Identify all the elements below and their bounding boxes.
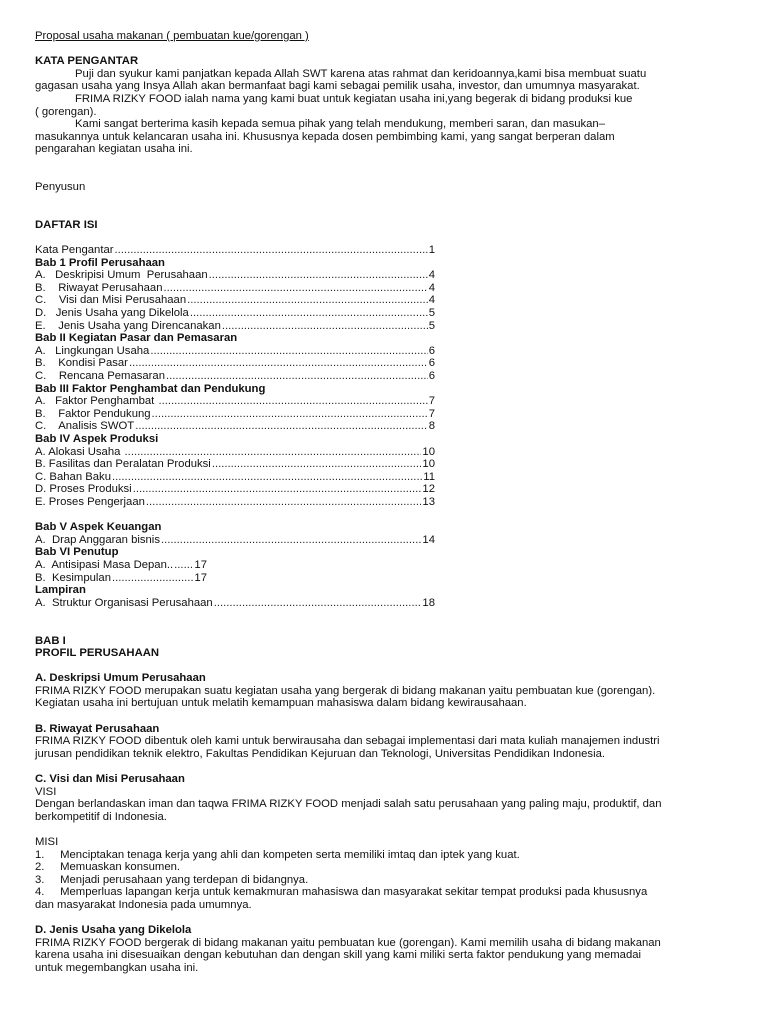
section-c-heading: C. Visi dan Misi Perusahaan <box>35 773 185 786</box>
misi-item: 3. Menjadi perusahaan yang terdepan di bidangnya. <box>35 873 309 886</box>
toc-page-number: 4 <box>428 294 435 307</box>
toc-entry <box>35 357 435 370</box>
text-line: karena usaha ini disesuaikan dengan kebutuhan dan dengan skill yang kami miliki serta faktor pendukung yang memadai <box>35 949 642 962</box>
toc-dot-leader <box>129 357 428 370</box>
toc-entry <box>35 597 435 610</box>
misi-label: MISI <box>35 836 59 848</box>
visi-label: VISI <box>35 785 57 798</box>
toc-entry <box>35 483 435 496</box>
toc-page-number: 5 <box>428 319 435 332</box>
toc-dot-leader <box>174 559 193 572</box>
text-line: Puji dan syukur kami panjatkan kepada Allah SWT karena atas rahmat dan keridoannya,kami bisa membuat suatu <box>75 67 647 80</box>
toc-page-number: 11 <box>423 470 435 483</box>
toc-page-number: 7 <box>428 395 435 408</box>
toc-page-number: 18 <box>422 596 435 609</box>
toc-page-number: 17 <box>194 558 207 571</box>
text-line: berkompetitif di Indonesia. <box>35 810 167 823</box>
toc-dot-leader <box>146 496 422 509</box>
kata-pengantar-paragraph-1 <box>35 68 735 93</box>
toc-spacer <box>35 509 735 522</box>
toc-entry-label: B. Kondisi Pasar <box>35 357 128 370</box>
toc-dot-leader <box>135 420 428 433</box>
toc-chapter-heading: Bab III Faktor Penghambat dan Pendukung <box>35 382 266 395</box>
text-line: masukannya untuk kelancaran usaha ini. Khususnya kepada dosen pembimbing kami, yang sangat berperan dalam <box>35 130 615 143</box>
kata-pengantar-paragraph-3 <box>35 118 735 156</box>
toc-dot-leader <box>152 408 428 421</box>
text-line: FRIMA RIZKY FOOD ialah nama yang kami buat untuk kegiatan usaha ini,yang begerak di bidang produksi kue <box>75 92 633 105</box>
text-line: dan masyarakat Indonesia pada umumnya. <box>35 898 252 911</box>
toc-entry-label: C. Rencana Pemasaran <box>35 370 165 383</box>
toc-entry-label: A. Struktur Organisasi Perusahaan <box>35 596 213 609</box>
toc-dot-leader <box>158 395 427 408</box>
toc-chapter-heading: Bab VI Penutup <box>35 546 119 559</box>
section-d-heading: D. Jenis Usaha yang Dikelola <box>35 924 192 937</box>
toc-entry-label: A. Faktor Penghambat <box>35 395 158 408</box>
toc-page-number: 10 <box>422 445 435 458</box>
text-line: Kegiatan usaha ini bertujuan untuk melatih kemampuan mahasiswa dalam bidang kewirausahaan. <box>35 697 527 710</box>
kata-pengantar-heading: KATA PENGANTAR <box>35 55 139 68</box>
toc-entry <box>35 370 435 383</box>
bab-1-heading: BAB I <box>35 634 66 647</box>
toc-entry-label: A. Drap Anggaran bisnis <box>35 533 160 546</box>
toc-dot-leader <box>190 307 428 320</box>
toc-page-number: 6 <box>428 344 435 357</box>
toc-entry <box>35 320 435 333</box>
table-of-contents <box>35 244 735 609</box>
misi-item: 2. Memuaskan konsumen. <box>35 861 181 874</box>
toc-entry <box>35 496 435 509</box>
toc-dot-leader <box>212 458 422 471</box>
document-body <box>35 30 735 975</box>
toc-entry-label: A. Antisipasi Masa Depan.. <box>35 558 174 571</box>
text-line: FRIMA RIZKY FOOD merupakan suatu kegiatan usaha yang bergerak di bidang makanan yaitu pembuatan kue (gorengan). <box>35 684 656 697</box>
toc-dot-leader <box>209 269 428 282</box>
toc-page-number: 1 <box>428 244 435 257</box>
toc-entry-label: A. Deskripisi Umum Perusahaan <box>35 269 208 282</box>
toc-page-number: 10 <box>422 458 435 471</box>
misi-item: 4. Memperluas lapangan kerja untuk kemakmuran mahasiswa dan masyarakat sekitar tempat produksi pada khususnya <box>35 886 648 899</box>
text-line: jurusan pendidikan teknik elektro, Fakultas Pendidikan Kejuruan dan Teknologi, Universitas Pendidikan Indonesia. <box>35 747 606 760</box>
section-b-heading: B. Riwayat Perusahaan <box>35 722 160 735</box>
toc-entry <box>35 307 435 320</box>
document-title: Proposal usaha makanan ( pembuatan kue/gorengan ) <box>35 30 309 42</box>
toc-page-number: 5 <box>428 307 435 320</box>
toc-dot-leader <box>214 597 422 610</box>
toc-entry <box>35 446 435 459</box>
toc-page-number: 7 <box>428 407 435 420</box>
toc-page-number: 6 <box>428 370 435 383</box>
toc-entry <box>35 269 435 282</box>
toc-dot-leader <box>112 471 422 484</box>
toc-page-number: 6 <box>428 357 435 370</box>
toc-chapter-heading: Bab II Kegiatan Pasar dan Pemasaran <box>35 332 238 345</box>
toc-entry <box>35 294 435 307</box>
toc-entry <box>35 408 435 421</box>
toc-dot-leader <box>115 244 428 257</box>
toc-entry-label: E. Proses Pengerjaan <box>35 495 145 508</box>
toc-entry-label: A. Lingkungan Usaha <box>35 344 150 357</box>
toc-dot-leader <box>166 370 428 383</box>
toc-dot-leader <box>222 320 428 333</box>
toc-chapter-heading: Bab IV Aspek Produksi <box>35 433 159 445</box>
toc-entry <box>35 282 435 295</box>
toc-dot-leader <box>133 483 422 496</box>
toc-dot-leader <box>125 446 422 459</box>
toc-entry-label: B. Fasilitas dan Peralatan Produksi <box>35 458 211 471</box>
toc-page-number: 4 <box>428 269 435 282</box>
toc-chapter-heading: Bab 1 Profil Perusahaan <box>35 256 165 269</box>
toc-page-number: 14 <box>422 533 435 546</box>
toc-entry-label: Kata Pengantar <box>35 244 114 257</box>
toc-entry <box>35 534 435 547</box>
text-line: ( gorengan). <box>35 105 97 118</box>
toc-entry-label: C. Bahan Baku <box>35 470 111 483</box>
bab-1-title: PROFIL PERUSAHAAN <box>35 647 160 660</box>
toc-entry <box>35 572 207 585</box>
toc-entry <box>35 395 435 408</box>
toc-page-number: 8 <box>428 420 435 433</box>
toc-entry-label: D. Jenis Usaha yang Dikelola <box>35 307 189 320</box>
toc-dot-leader <box>187 294 428 307</box>
toc-chapter-heading: Bab V Aspek Keuangan <box>35 521 162 534</box>
toc-entry <box>35 420 435 433</box>
toc-entry-label: C. Visi dan Misi Perusahaan <box>35 294 187 307</box>
kata-pengantar-paragraph-2 <box>35 93 735 118</box>
text-line: untuk megembangkan usaha ini. <box>35 961 199 974</box>
text-line: Kami sangat berterima kasih kepada semua pihak yang telah mendukung, memberi saran, dan masukan– <box>75 118 605 131</box>
text-line: Dengan berlandaskan iman dan taqwa FRIMA RIZKY FOOD menjadi salah satu perusahaan yang paling maju, produktif, dan <box>35 798 662 811</box>
toc-entry <box>35 345 435 358</box>
toc-entry <box>35 244 435 257</box>
text-line: gagasan usaha yang Insya Allah akan bermanfaat bagi kami sebagai pemilik usaha, investor, dan umumnya masyarakat. <box>35 80 640 93</box>
toc-entry-label: D. Proses Produksi <box>35 483 132 496</box>
toc-entry <box>35 471 435 484</box>
toc-entry-label: B. Riwayat Perusahaan <box>35 281 163 294</box>
daftar-isi-heading: DAFTAR ISI <box>35 218 98 231</box>
toc-entry-label: B. Kesimpulan <box>35 571 111 584</box>
text-line: FRIMA RIZKY FOOD bergerak di bidang makanan yaitu pembuatan kue (gorengan). Kami memilih usaha di bidang makanan <box>35 936 661 949</box>
toc-dot-leader <box>150 345 427 358</box>
toc-dot-leader <box>161 534 421 547</box>
toc-page-number: 4 <box>428 281 435 294</box>
toc-page-number: 13 <box>422 495 435 508</box>
toc-entry-label: E. Jenis Usaha yang Direncanakan <box>35 319 221 332</box>
text-line: FRIMA RIZKY FOOD dibentuk oleh kami untuk berwirausaha dan sebagai implementasi dari mata kuliah manajemen industri <box>35 735 660 748</box>
toc-entry-label: C. Analisis SWOT <box>35 420 135 433</box>
section-a-heading: A. Deskripsi Umum Perusahaan <box>35 672 206 685</box>
toc-page-number: 12 <box>422 483 435 496</box>
text-line: pengarahan kegiatan usaha ini. <box>35 143 193 156</box>
toc-entry-label: B. Faktor Pendukung <box>35 407 151 420</box>
toc-dot-leader <box>112 572 193 585</box>
toc-entry <box>35 559 207 572</box>
toc-entry <box>35 458 435 471</box>
toc-page-number: 17 <box>194 571 207 584</box>
misi-item: 1. Menciptakan tenaga kerja yang ahli dan kompeten serta memiliki imtaq dan iptek yang kuat. <box>35 848 520 861</box>
toc-entry-label: A. Alokasi Usaha <box>35 445 124 458</box>
toc-chapter-heading: Lampiran <box>35 584 86 597</box>
signature-penyusun: Penyusun <box>35 181 86 194</box>
toc-dot-leader <box>163 282 427 295</box>
